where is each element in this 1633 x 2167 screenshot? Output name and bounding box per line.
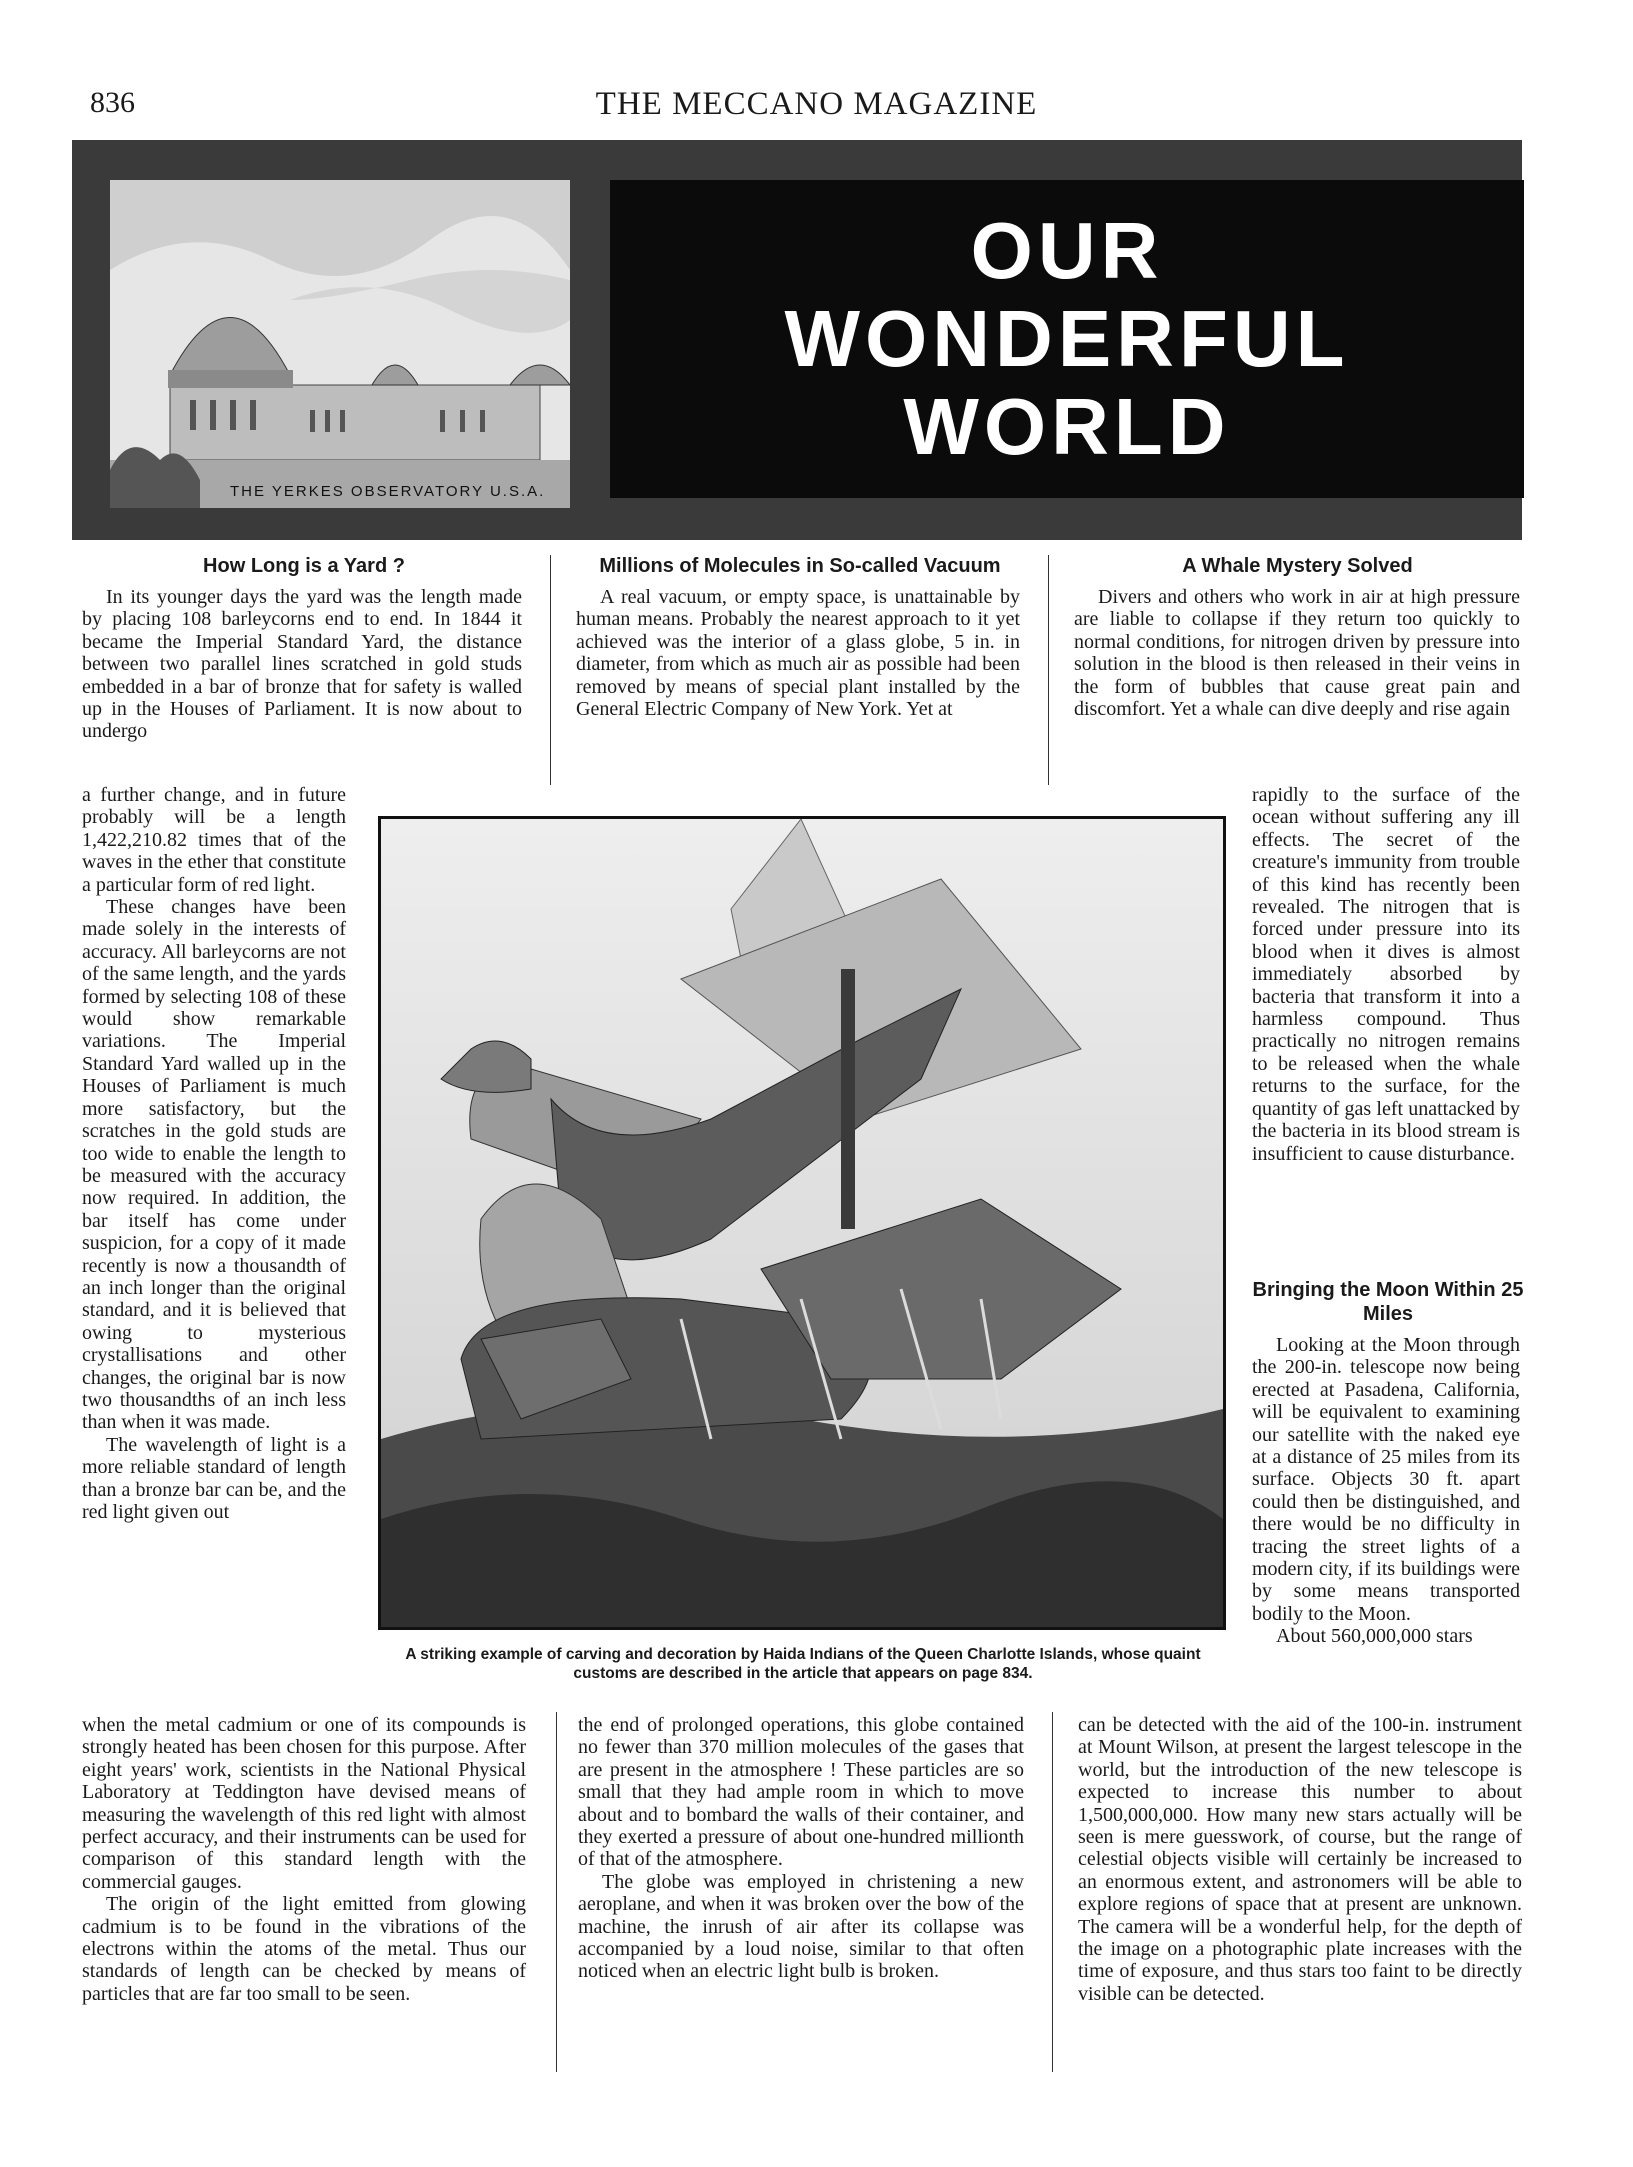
heading-whale: A Whale Mystery Solved [1182, 555, 1413, 577]
magazine-title: THE MECCANO MAGAZINE [595, 86, 1038, 122]
moon-text-bottom [1078, 1714, 1522, 2005]
observatory-illustration [110, 180, 570, 508]
vacuum-text-bottom [578, 1714, 1024, 1983]
page-number: 836 [90, 86, 135, 119]
haida-carving-photo [378, 816, 1226, 1630]
whale-text-narrow [1252, 784, 1520, 1165]
whale-paragraph: Divers and others who work in air at high pressure are liable to collapse if they return too quickly to normal conditions, for nitrogen driven by pressure into solution in the blood is then released in their veins in the form of bubbles that cause great pain and discomfort. Yet a whale can dive deeply and rise again [1074, 586, 1520, 721]
yard-text-narrow [82, 784, 346, 1523]
moon-paragraph: Looking at the Moon through the 200-in. telescope now being erected at Pasadena, California, will be equivalent to examining our satellite with the naked eye at a distance of 25 miles from its surface. Objects 30 ft. apart could then be distinguished, and there would be no difficulty in tracing the street lights of a modern city, if its buildings were by some means transported bodily to the Moon. [1252, 1334, 1520, 1625]
banner-title-line-3: WORLD [903, 382, 1231, 471]
column-rule [550, 555, 551, 785]
column-rule [556, 1712, 557, 2072]
moon-paragraph: About 560,000,000 stars [1276, 1625, 1473, 1648]
vacuum-paragraph: the end of prolonged operations, this globe contained no fewer than 370 million molecules of the gases that are present in the atmosphere ! These particles are so small that they had ample room in which to move about and to bombard the walls of their container, and they exerted a pressure of about one-hundred millionth of that of the atmosphere. [578, 1714, 1024, 1871]
vacuum-paragraph: A real vacuum, or empty space, is unattainable by human means. Probably the nearest approach to it yet achieved was the interior of a glass globe, 5 in. in diameter, from which as much air as possible had been removed by means of special plant installed by the General Electric Company of New York. Yet at [576, 586, 1020, 721]
heading-moon: Bringing the Moon Within 25 Miles [1252, 1279, 1524, 1325]
moon-paragraph: can be detected with the aid of the 100-in. instrument at Mount Wilson, at present the largest telescope in the world, but the introduction of the new telescope is expected to increase this number to about 1,500,000,000. How many new stars actually will be seen is mere guesswork, of course, but the range of celestial objects visible will certainly be increased to an enormous extent, and astronomers will be able to explore regions of space that at present are unknown. The camera will be a wonderful help, for the depth of the image on a photographic plate increases with the time of exposure, and thus stars too faint to be directly visible can be detected. [1078, 1714, 1522, 2005]
vacuum-paragraph: The globe was employed in christening a new aeroplane, and when it was broken over the bow of the machine, the inrush of air after its collapse was accompanied by a loud noise, similar to that often noticed when an electric light bulb is broken. [578, 1870, 1024, 1983]
yard-paragraph: These changes have been made solely in the interests of accuracy. All barleycorns are not of the same length, and the yards formed by selecting 108 of these would show remarkable variations. The Imperial Standard Yard walled up in the Houses of Parliament is much more satisfactory, but the scratches in the gold studs are too wide to enable the length to be measured with the accuracy now required. In addition, the bar itself has come under suspicion, for a copy of it made recently is now a thousandth of an inch longer than the original standard, and it is believed that owing to mysterious crystallisations and other changes, the original bar is now two thousandths of an inch less than when it was made. [82, 896, 346, 1434]
yard-paragraph: In its younger days the yard was the length made by placing 108 barleycorns end to end. In 1844 it became the Imperial Standard Yard, the distance between two parallel lines scratched in gold studs embedded in a bar of bronze that for safety is walled up in the Houses of Parliament. It is now about to undergo [82, 586, 522, 743]
whale-text-top [1074, 586, 1520, 720]
moon-text-narrow [1252, 1334, 1520, 1648]
yard-paragraph: The origin of the light emitted from glowing cadmium is to be found in the vibrations of the electrons within the atoms of the metal. Thus our standards of length can be checked by means of particles that are far too small to be seen. [82, 1893, 526, 2005]
vacuum-text-top [576, 586, 1020, 720]
yard-text-top [82, 586, 522, 743]
banner-title [610, 180, 1524, 498]
heading-yard: How Long is a Yard ? [203, 555, 405, 577]
heading-vacuum: Millions of Molecules in So-called Vacuum [599, 555, 1001, 577]
yard-paragraph: when the metal cadmium or one of its compounds is strongly heated has been chosen for this purpose. After eight years' work, scientists in the National Physical Laboratory at Teddington have devised means of measuring the wavelength of this red light with almost perfect accuracy, and their instruments can be used for comparison of this standard length with the commercial gauges. [82, 1714, 526, 1893]
yard-text-bottom [82, 1714, 526, 2005]
yard-paragraph: The wavelength of light is a more reliable standard of length than a bronze bar can be, and the red light given out [82, 1433, 346, 1523]
banner-title-line-2: WONDERFUL [784, 294, 1350, 383]
illustration-caption: THE YERKES OBSERVATORY U.S.A. [230, 483, 546, 500]
column-rule [1052, 1712, 1053, 2072]
haida-carving-image [381, 819, 1223, 1627]
yard-paragraph: a further change, and in future probably will be a length 1,422,210.82 times that of the waves in the ether that constitute a particular form of red light. [82, 784, 346, 896]
observatory-drawing [110, 180, 570, 508]
banner-title-line-1: OUR [970, 206, 1164, 295]
whale-paragraph: rapidly to the surface of the ocean without suffering any ill effects. The secret of the creature's immunity from trouble of this kind has recently been revealed. The nitrogen that is forced under pressure into its blood when it dives is almost immediately absorbed by bacteria that transform it into a harmless compound. Thus practically no nitrogen remains to be released when the whale returns to the surface, for the quantity of gas left unattacked by the bacteria in its blood stream is insufficient to cause disturbance. [1252, 784, 1520, 1165]
column-rule [1048, 555, 1049, 785]
photo-caption: A striking example of carving and decoration by Haida Indians of the Queen Charlotte Islands, whose quaint customs are described in the article that appears on page 834. [405, 1646, 1201, 1682]
